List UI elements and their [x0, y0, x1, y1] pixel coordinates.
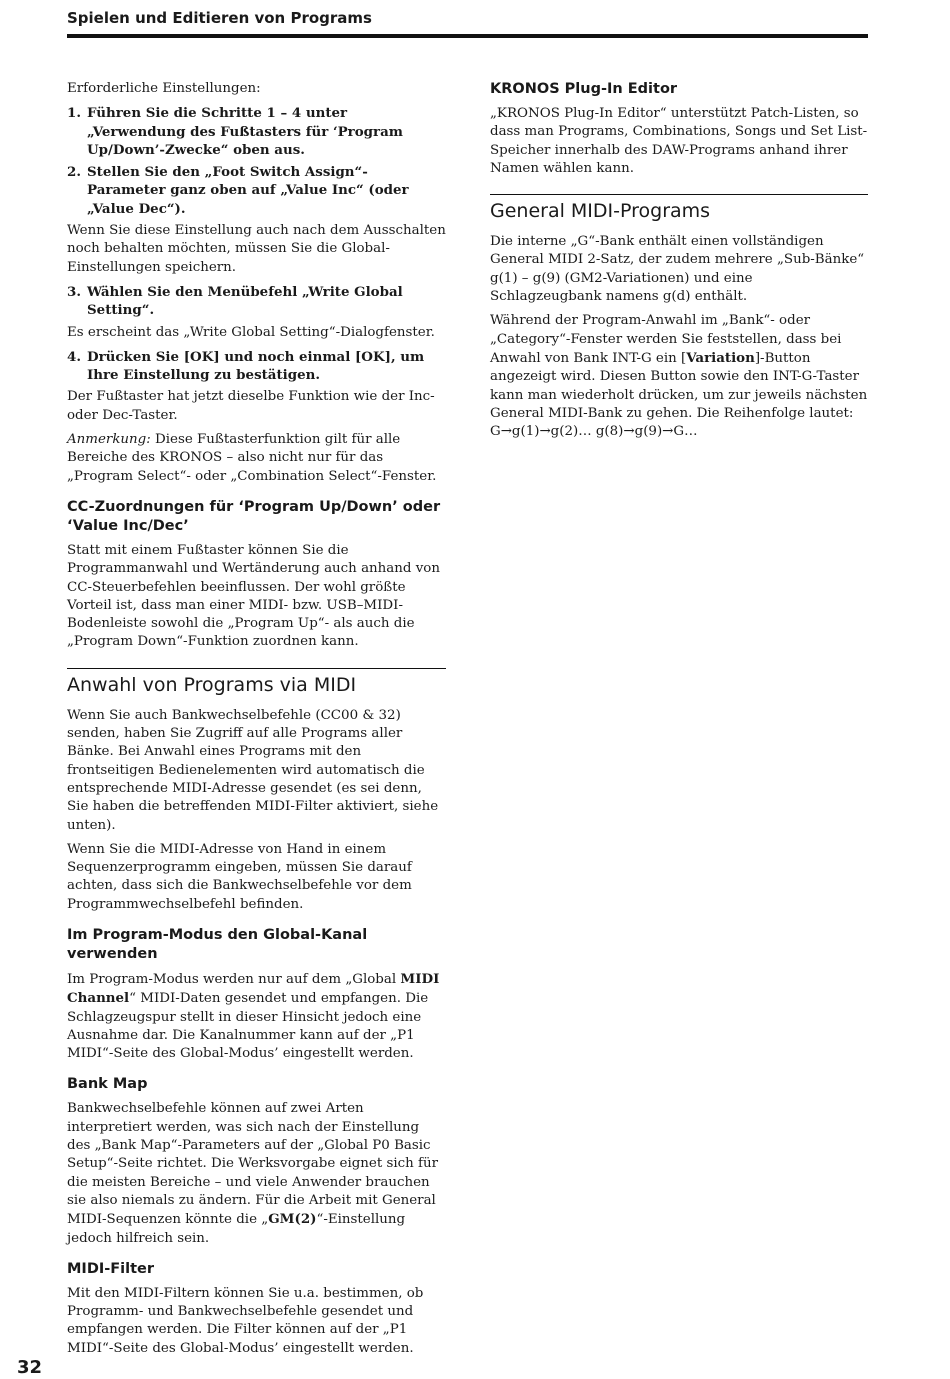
chapter-heading-anwahl: Anwahl von Programs via MIDI	[67, 668, 446, 697]
step-text: Führen Sie die Schritte 1 – 4 unter „Verwendung des Fußtasters für ‘Program Up/Down’-Zwecke“ oben aus.	[87, 105, 403, 158]
note-text: Diese Fußtasterfunktion gilt für alle Bereiche des KRONOS – also nicht nur für das „Program Select“- oder „Combination Select“-Fenster.	[67, 432, 437, 484]
section-heading-plugin-editor: KRONOS Plug-In Editor	[490, 81, 678, 97]
note	[67, 431, 446, 486]
text-run: Im Program-Modus werden nur auf dem „Global	[67, 971, 401, 987]
step-number: 4.	[67, 348, 81, 365]
page-header-title: Spielen und Editieren von Programs	[67, 9, 372, 27]
paragraph: Wenn Sie auch Bankwechselbefehle (CC00 & 32) senden, haben Sie Zugriff auf alle Programs aller Bänke. Bei Anwahl eines Programs mit den frontseitigen Bedienelementen wird automatisch die entsprechende MIDI-Adresse gesendet (es sei denn, Sie haben die betreffenden MIDI-Filter aktiviert, siehe unten).	[67, 707, 439, 833]
paragraph: Mit den MIDI-Filtern können Sie u.a. bestimmen, ob Programm- und Bankwechselbefehle gesendet und empfangen werden. Die Filter können auf der „P1 MIDI“-Seite des Global-Modus’ eingestellt werden.	[67, 1285, 424, 1356]
intro-text: Erforderliche Einstellungen:	[67, 81, 261, 96]
step-4	[67, 348, 446, 385]
paragraph	[67, 970, 446, 1063]
step-2	[67, 163, 446, 218]
header-rule	[67, 34, 868, 38]
step-number: 2.	[67, 164, 81, 181]
paragraph: Wenn Sie diese Einstellung auch nach dem Ausschalten noch behalten möchten, müssen Sie die Global-Einstellungen speichern.	[67, 223, 446, 275]
note-label: Anmerkung:	[67, 432, 151, 448]
paragraph: „KRONOS Plug-In Editor“ unterstützt Patch-Listen, so dass man Programs, Combinations, Songs und Set List-Speicher innerhalb des DAW-Programs anhand ihrer Namen wählen kann.	[490, 106, 868, 176]
section-heading-cc: CC-Zuordnungen für ‘Program Up/Down’ oder ‘Value Inc/Dec’	[67, 498, 441, 534]
text-run: Während der Program-Anwahl im „Bank“- oder „Category“-Fenster werden Sie feststellen, dass bei Anwahl von Bank INT-G ein [	[490, 313, 842, 366]
section-heading-midi-filter: MIDI-Filter	[67, 1260, 155, 1277]
step-text: Drücken Sie [OK] und noch einmal [OK], um Ihre Einstellung zu bestätigen.	[87, 348, 425, 384]
paragraph: Wenn Sie die MIDI-Adresse von Hand in einem Sequenzerprogramm eingeben, müssen Sie darauf achten, dass sich die Bankwechselbefehle vor dem Programmwechselbefehl befinden.	[67, 841, 412, 912]
text-run: Bankwechselbefehle können auf zwei Arten interpretiert werden, was sich nach der Einstellung des „Bank Map“-Parameters auf der „Global P0 Basic Setup“-Seite richtet. Die Werksvorgabe eignet sich für die meisten Bereiche – und viele Anwender brauchen sie also niemals zu ändern. Für die Arbeit mit General MIDI-Sequenzen könnte die „	[67, 1101, 438, 1228]
param-name: MIDI Channel	[67, 970, 440, 1007]
paragraph: Die interne „G“-Bank enthält einen vollständigen General MIDI 2-Satz, der zudem mehrere „Sub-Bänke“ g(1) – g(9) (GM2-Variationen) und eine Schlagzeugbank namens g(d) enthält.	[490, 234, 865, 305]
chapter-heading-general-midi: General MIDI-Programs	[490, 194, 868, 223]
step-text: Wählen Sie den Menübefehl „Write Global Setting“.	[87, 283, 403, 319]
step-number: 3.	[67, 283, 81, 300]
text-run: ]-Button angezeigt wird. Diesen Button sowie den INT-G-Taster kann man wiederholt drücken, um zur jeweils nächsten General MIDI-Bank zu gehen. Die Reihenfolge lautet: G→g(1)→g(2)… g(8)→g(9)→G…	[490, 350, 868, 440]
paragraph	[67, 1100, 446, 1247]
step-3	[67, 283, 446, 320]
section-heading-global-kanal: Im Program-Modus den Global-Kanal verwenden	[67, 926, 368, 962]
paragraph: Der Fußtaster hat jetzt dieselbe Funktion wie der Inc- oder Dec-Taster.	[67, 389, 435, 423]
right-column	[490, 80, 868, 447]
step-text: Stellen Sie den „Foot Switch Assign“-Parameter ganz oben auf „Value Inc“ (oder „Value Dec“).	[87, 164, 409, 217]
text-run: “-Einstellung jedoch hilfreich sein.	[67, 1212, 406, 1246]
paragraph: Statt mit einem Fußtaster können Sie die Programmanwahl und Wertänderung auch anhand von CC-Steuerbefehlen beeinflussen. Der wohl größte Vorteil ist, dass man einer MIDI- bzw. USB–MIDI-Bodenleiste sowohl die „Program Up“- als auch die „Program Down“-Funktion zuordnen kann.	[67, 542, 440, 650]
section-heading-bank-map: Bank Map	[67, 1076, 148, 1093]
page-number: 32	[17, 1357, 43, 1378]
paragraph: Es erscheint das „Write Global Setting“-Dialogfenster.	[67, 324, 435, 340]
step-number: 1.	[67, 105, 81, 122]
step-1	[67, 104, 446, 159]
text-run: “ MIDI-Daten gesendet und empfangen. Die Schlagzeugspur stellt in dieser Hinsicht jedoch eine Ausnahme dar. Die Kanalnummer kann auf der „P1 MIDI“-Seite des Global-Modus’ eingestellt werden.	[67, 991, 429, 1062]
button-name: Variation	[686, 349, 755, 366]
param-value: GM(2)	[268, 1211, 317, 1228]
left-column	[67, 80, 446, 1364]
paragraph	[490, 312, 868, 441]
